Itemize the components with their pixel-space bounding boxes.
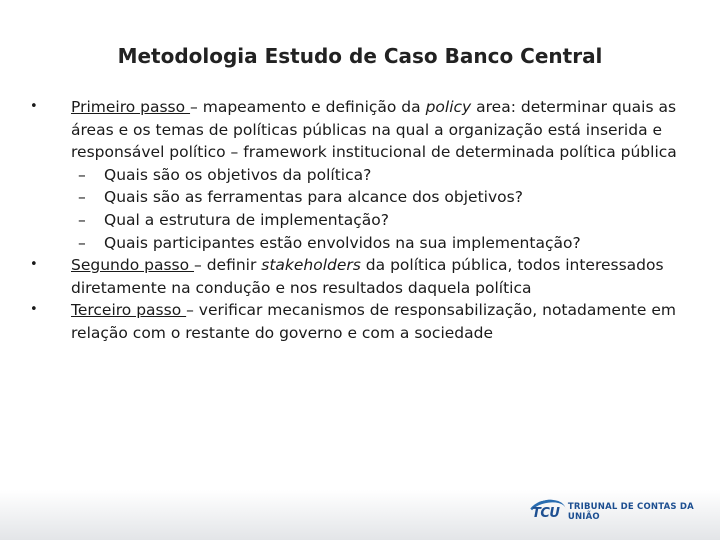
dash-marker: – [78, 165, 86, 184]
tcu-logo [528, 497, 720, 527]
sub-item [30, 164, 700, 187]
step-text: – mapeamento e definição da [190, 98, 426, 116]
bullet-step-3 [30, 299, 700, 344]
bullet-marker: • [30, 257, 38, 273]
sub-item-text: Quais são os objetivos da política? [104, 165, 372, 184]
bullet-marker: • [30, 302, 38, 318]
step-italic-term: policy [425, 98, 472, 116]
step-label: Terceiro passo [71, 301, 187, 320]
step-text-continued: da política pública, todos interessados diretamente na condução e nos resultados daquela política [71, 256, 664, 297]
sub-item [30, 232, 700, 255]
sub-item [30, 186, 700, 209]
sub-item-text: Qual a estrutura de implementação? [104, 210, 389, 229]
dash-marker: – [78, 210, 86, 229]
sub-item-text: Quais são as ferramentas para alcance dos objetivos? [104, 188, 523, 207]
logo-acronym: TCU [532, 506, 560, 521]
step-label: Segundo passo [71, 256, 195, 275]
step-italic-term: stakeholders [261, 256, 361, 275]
sub-item [30, 209, 700, 232]
step-text: – definir [194, 256, 262, 275]
dash-marker: – [78, 233, 86, 252]
slide-title: Metodologia Estudo de Caso Banco Central [117, 44, 603, 68]
sub-item-text: Quais participantes estão envolvidos na sua implementação? [104, 233, 581, 252]
dash-marker: – [78, 188, 86, 207]
logo-text: TRIBUNAL DE CONTAS DA UNIÃO [567, 502, 694, 522]
step-text: – verificar mecanismos de responsabilização, notadamente em relação com o restante do governo e com a sociedade [71, 301, 676, 342]
step-text-continued: area: determinar quais as áreas e os temas de políticas públicas na qual a organização está inserida e responsável político – framework institucional de determinada política pública [71, 98, 677, 162]
step-label: Primeiro passo [71, 98, 191, 116]
slide-content [30, 96, 700, 345]
bullet-step-1 [30, 96, 700, 164]
bullet-marker: • [30, 99, 38, 114]
tcu-logo-icon [528, 497, 564, 527]
bullet-step-2 [30, 254, 700, 299]
